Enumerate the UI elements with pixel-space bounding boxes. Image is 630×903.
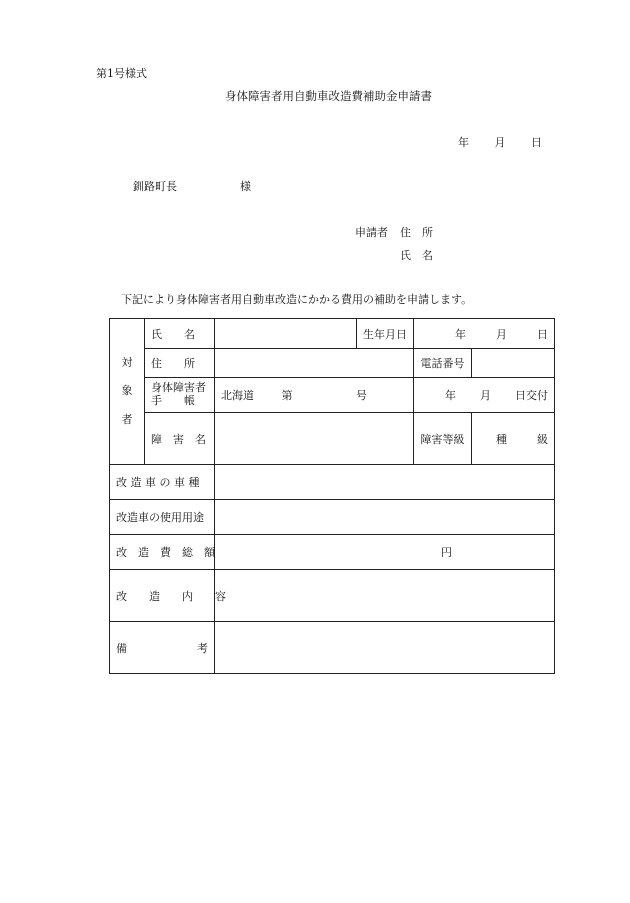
subject-label-char: 者 bbox=[121, 412, 133, 426]
table-row bbox=[110, 622, 555, 674]
disability-name-field[interactable] bbox=[215, 413, 414, 465]
phone-field[interactable] bbox=[472, 349, 555, 378]
table-row bbox=[110, 535, 555, 570]
date-month: 月 bbox=[494, 136, 506, 149]
name-field[interactable] bbox=[215, 319, 357, 349]
disability-grade: 級 bbox=[537, 432, 548, 446]
remarks-field[interactable] bbox=[215, 622, 555, 674]
subject-label bbox=[110, 319, 145, 465]
handbook-issue-month: 月 bbox=[480, 389, 491, 402]
form-title: 身体障害者用自動車改造費補助金申請書 bbox=[225, 89, 432, 103]
birthdate-day: 日 bbox=[537, 327, 548, 341]
intro-text: 下記により身体障害者用自動車改造にかかる費用の補助を申請します。 bbox=[121, 293, 473, 306]
handbook-pref: 北海道 bbox=[221, 389, 254, 402]
applicant-label: 申請者 bbox=[355, 226, 388, 239]
handbook-dai: 第 bbox=[281, 389, 293, 402]
addressee: 釧路町長 bbox=[133, 180, 177, 193]
handbook-issue-year: 年 bbox=[445, 389, 456, 402]
handbook-label-line2: 手 帳 bbox=[151, 394, 195, 407]
modification-field[interactable] bbox=[215, 570, 555, 622]
table-row bbox=[110, 349, 555, 378]
total-cost-label: 改 造 費 総 額 bbox=[110, 535, 215, 570]
birthdate-field[interactable] bbox=[414, 319, 555, 349]
birthdate-month: 月 bbox=[496, 327, 507, 341]
total-cost-unit: 円 bbox=[441, 546, 452, 559]
table-row bbox=[110, 413, 555, 465]
handbook-issue-field[interactable] bbox=[414, 378, 555, 413]
subject-label-char: 象 bbox=[121, 384, 133, 398]
vehicle-use-label: 改造車の使用用途 bbox=[110, 500, 215, 535]
disability-type: 種 bbox=[496, 432, 507, 446]
applicant-name-label: 氏 名 bbox=[400, 249, 433, 262]
table-row bbox=[110, 570, 555, 622]
application-table bbox=[109, 318, 555, 674]
birthdate-label: 生年月日 bbox=[357, 319, 414, 349]
remarks-label-2: 考 bbox=[197, 641, 208, 655]
date-line bbox=[458, 137, 542, 148]
date-year: 年 bbox=[458, 136, 469, 149]
vehicle-type-label: 改 造 車 の 車 種 bbox=[110, 465, 215, 500]
addressee-honorific: 様 bbox=[240, 180, 251, 193]
table-row bbox=[110, 319, 555, 349]
address-field[interactable] bbox=[215, 349, 414, 378]
table-row bbox=[110, 500, 555, 535]
handbook-label-line1: 身体障害者 bbox=[151, 381, 206, 395]
handbook-label bbox=[145, 378, 215, 413]
handbook-issue-day: 日交付 bbox=[515, 389, 548, 402]
remarks-label-1: 備 bbox=[116, 641, 127, 655]
date-day: 日 bbox=[531, 136, 542, 149]
table-row bbox=[110, 378, 555, 413]
vehicle-use-field[interactable] bbox=[215, 500, 555, 535]
name-label: 氏 名 bbox=[145, 319, 215, 349]
subject-label-char: 対 bbox=[121, 355, 133, 369]
disability-grade-label: 障害等級 bbox=[414, 413, 472, 465]
form-number: 第1号様式 bbox=[96, 67, 147, 80]
vehicle-type-field[interactable] bbox=[215, 465, 555, 500]
disability-grade-field[interactable] bbox=[472, 413, 555, 465]
applicant-address-label: 住 所 bbox=[400, 226, 433, 239]
handbook-go: 号 bbox=[356, 389, 367, 402]
birthdate-year: 年 bbox=[455, 327, 466, 341]
modification-label: 改 造 内 容 bbox=[110, 570, 215, 622]
table-row bbox=[110, 465, 555, 500]
handbook-number-field[interactable] bbox=[215, 378, 414, 413]
phone-label: 電話番号 bbox=[414, 349, 472, 378]
disability-name-label: 障 害 名 bbox=[145, 413, 215, 465]
remarks-label bbox=[110, 622, 215, 674]
address-label: 住 所 bbox=[145, 349, 215, 378]
total-cost-field[interactable] bbox=[215, 535, 555, 570]
